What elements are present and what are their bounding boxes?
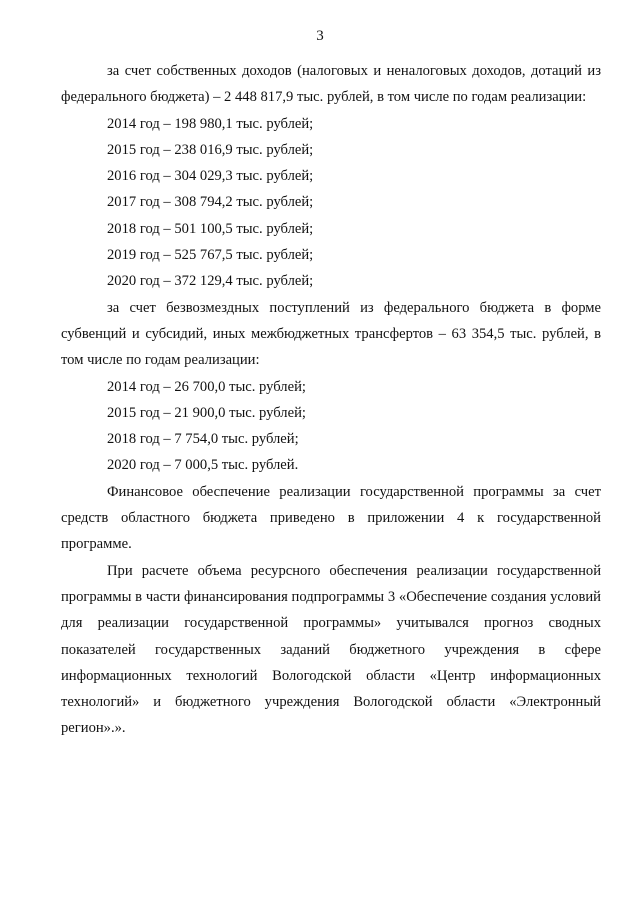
year-line: 2020 год – 7 000,5 тыс. рублей. bbox=[107, 457, 299, 474]
federal-year-list bbox=[61, 374, 601, 479]
paragraph-regional-budget: Финансовое обеспечение реализации государственной программы за счет средств областного бюджета приведено в приложении 4 к государственной программе. bbox=[61, 483, 601, 553]
paragraph-resource-calculation: При расчете объема ресурсного обеспечения реализации государственной программы в части финансирования подпрограммы 3 «Обеспечение создания условий для реализации государственной программы» учитывался прогноз сводных показателей государственных заданий бюджетного учреждения в сфере информационных технологий Вологодской области «Центр информационных технологий» и бюджетного учреждения Вологодской области «Электронный регион».». bbox=[61, 562, 601, 737]
paragraph-own-income: за счет собственных доходов (налоговых и неналоговых доходов, дотаций из федерального бюджета) – 2 448 817,9 тыс. рублей, в том числе по годам реализации: bbox=[61, 63, 601, 106]
year-line: 2019 год – 525 767,5 тыс. рублей; bbox=[107, 247, 314, 264]
year-line: 2015 год – 21 900,0 тыс. рублей; bbox=[107, 404, 306, 421]
year-line: 2014 год – 26 700,0 тыс. рублей; bbox=[107, 378, 306, 395]
year-line: 2017 год – 308 794,2 тыс. рублей; bbox=[107, 194, 314, 211]
paragraph-federal-transfers: за счет безвозмездных поступлений из федерального бюджета в форме субвенций и субсидий, иных межбюджетных трансфертов – 63 354,5 тыс. рублей, в том числе по годам реализации: bbox=[61, 299, 601, 369]
year-line: 2018 год – 7 754,0 тыс. рублей; bbox=[107, 431, 299, 448]
own-income-year-list bbox=[61, 111, 601, 295]
year-line: 2020 год – 372 129,4 тыс. рублей; bbox=[107, 273, 314, 290]
year-line: 2015 год – 238 016,9 тыс. рублей; bbox=[107, 141, 314, 158]
year-line: 2018 год – 501 100,5 тыс. рублей; bbox=[107, 220, 314, 237]
year-line: 2014 год – 198 980,1 тыс. рублей; bbox=[107, 115, 314, 132]
page-number: 3 bbox=[316, 28, 324, 44]
document-body bbox=[61, 58, 601, 742]
year-line: 2016 год – 304 029,3 тыс. рублей; bbox=[107, 168, 314, 185]
